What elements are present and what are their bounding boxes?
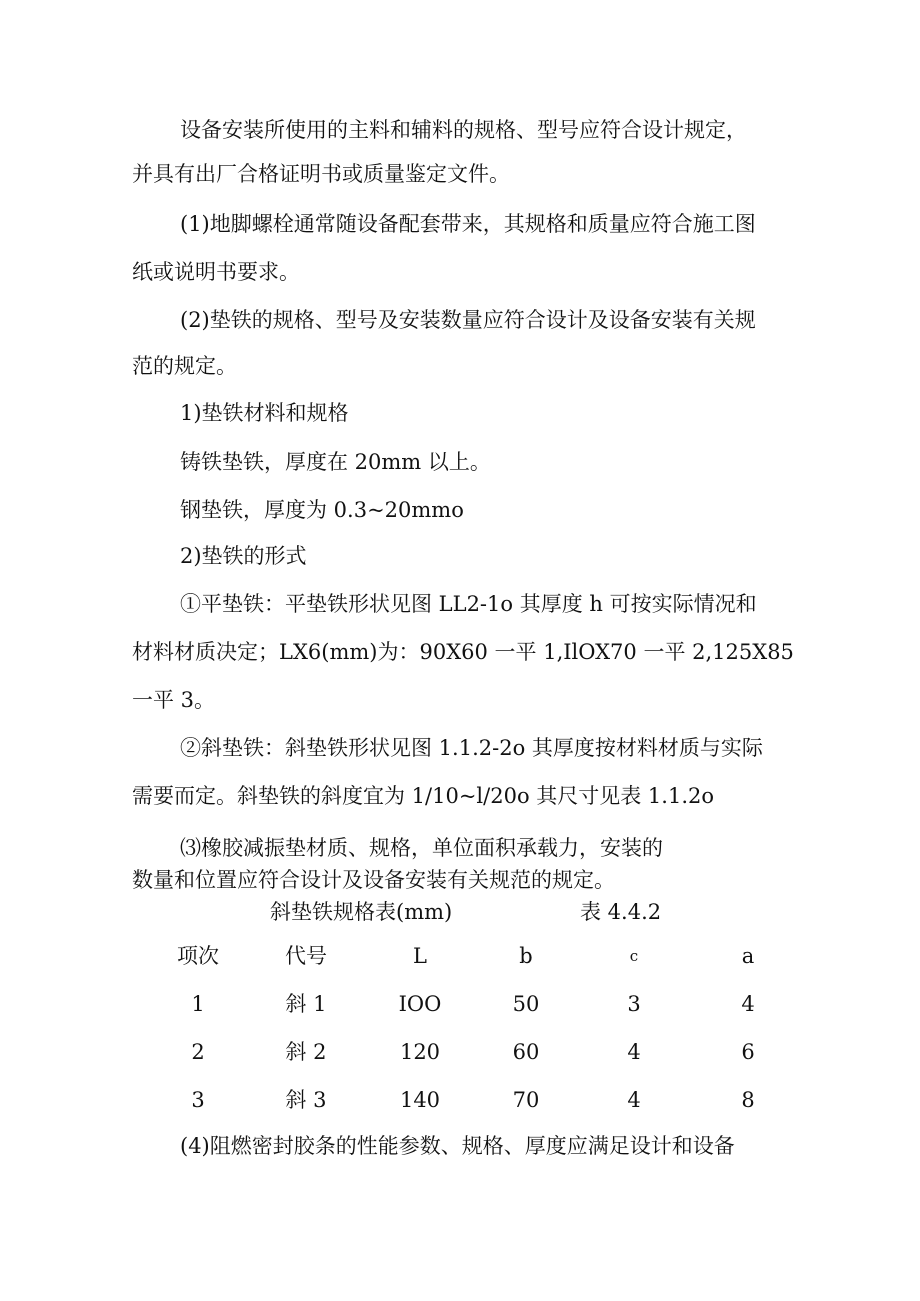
table-number: 表 4.4.2 bbox=[580, 900, 662, 924]
table-cell: 6 bbox=[741, 1040, 755, 1064]
paragraph-1-line-2: 并具有出厂合格证明书或质量鉴定文件。 bbox=[132, 162, 510, 186]
table-cell: 4 bbox=[741, 992, 755, 1016]
table-cell: 3 bbox=[191, 1088, 205, 1112]
table-header-cell: c bbox=[629, 947, 639, 965]
table-cell: 60 bbox=[512, 1040, 540, 1064]
paragraph-8-line-1: ①平垫铁：平垫铁形状见图 LL2-1o 其厚度 h 可按实际情况和 bbox=[180, 592, 757, 616]
paragraph-4: 1)垫铁材料和规格 bbox=[180, 401, 349, 425]
table-header-cell: L bbox=[413, 944, 427, 968]
table-title: 斜垫铁规格表(mm) bbox=[270, 900, 453, 924]
table-cell: 斜 1 bbox=[285, 992, 327, 1016]
table-header-cell: 代号 bbox=[285, 944, 327, 968]
table-cell: 4 bbox=[627, 1040, 641, 1064]
paragraph-8-line-2: 材料材质决定；LX6(mm)为：90X60 一平 1,IlOX70 一平 2,125X85 bbox=[132, 640, 794, 664]
paragraph-5: 铸铁垫铁，厚度在 20mm 以上。 bbox=[180, 450, 491, 474]
paragraph-9-line-2: 需要而定。斜垫铁的斜度宜为 1/10~l/20o 其尺寸见表 1.1.2o bbox=[132, 784, 715, 808]
table-cell: 4 bbox=[627, 1088, 641, 1112]
table-cell: 120 bbox=[399, 1040, 441, 1064]
paragraph-11: (4)阻燃密封胶条的性能参数、规格、厚度应满足设计和设备 bbox=[180, 1134, 735, 1158]
paragraph-2-line-2: 纸或说明书要求。 bbox=[132, 260, 300, 284]
paragraph-6: 钢垫铁，厚度为 0.3~20mmo bbox=[180, 498, 464, 522]
table-header-cell: 项次 bbox=[177, 944, 219, 968]
table-cell: 3 bbox=[627, 992, 641, 1016]
table-cell: 斜 2 bbox=[285, 1040, 327, 1064]
paragraph-9-line-1: ②斜垫铁：斜垫铁形状见图 1.1.2-2o 其厚度按材料材质与实际 bbox=[180, 736, 763, 760]
table-cell: IOO bbox=[398, 992, 442, 1016]
paragraph-2-line-1: (1)地脚螺栓通常随设备配套带来，其规格和质量应符合施工图 bbox=[180, 212, 756, 236]
paragraph-8-line-3: 一平 3。 bbox=[132, 688, 216, 712]
table-cell: 140 bbox=[399, 1088, 441, 1112]
table-cell: 50 bbox=[512, 992, 540, 1016]
table-cell: 8 bbox=[741, 1088, 755, 1112]
paragraph-10-line-1: ⑶橡胶减振垫材质、规格，单位面积承载力，安装的 bbox=[180, 836, 663, 860]
paragraph-3-line-1: (2)垫铁的规格、型号及安装数量应符合设计及设备安装有关规 bbox=[180, 308, 756, 332]
paragraph-10-line-2: 数量和位置应符合设计及设备安装有关规范的规定。 bbox=[132, 868, 615, 892]
table-header-cell: a bbox=[741, 944, 755, 968]
table-cell: 斜 3 bbox=[285, 1088, 327, 1112]
paragraph-1-line-1: 设备安装所使用的主料和辅料的规格、型号应符合设计规定， bbox=[180, 118, 747, 142]
table-cell: 2 bbox=[191, 1040, 205, 1064]
table-cell: 1 bbox=[191, 992, 205, 1016]
table-header-cell: b bbox=[519, 944, 533, 968]
table-cell: 70 bbox=[512, 1088, 540, 1112]
paragraph-3-line-2: 范的规定。 bbox=[132, 354, 237, 378]
paragraph-7: 2)垫铁的形式 bbox=[180, 544, 307, 568]
